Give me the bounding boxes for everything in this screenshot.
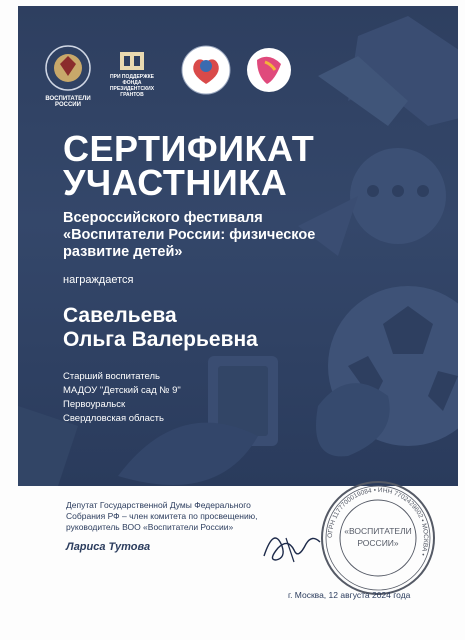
deputy-line-3: руководитель ВОО «Воспитатели России» <box>66 522 234 532</box>
official-stamp <box>318 478 438 598</box>
issue-date: г. Москва, 12 августа 2024 года <box>288 590 411 600</box>
signature-icon <box>256 518 326 568</box>
position-line-2: МАДОУ "Детский сад № 9" <box>63 385 181 396</box>
fund-logo-icon <box>118 50 146 72</box>
stamp-ring-text: ОГРН 1177700019084 • ИНН 7702429602 • МОСКВА • <box>326 486 430 557</box>
fund-line-4: ГРАНТОВ <box>120 92 144 98</box>
position-line-4: Свердловская область <box>63 413 164 424</box>
recipient-given-name: Ольга Валерьевна <box>63 328 258 351</box>
recipient-details <box>63 370 181 426</box>
logos-row <box>40 44 300 114</box>
fund-line-3: ПРЕЗИДЕНТСКИХ <box>109 86 155 92</box>
position-line-3: Первоуральск <box>63 399 126 410</box>
title-line-2: УЧАСТНИКА <box>63 162 288 203</box>
awarded-label: награждается <box>63 274 134 286</box>
deputy-line-2: Собрания РФ – член комитета по просвещению, <box>66 511 258 521</box>
position-line-1: Старший воспитатель <box>63 371 160 382</box>
emblem-caption: ВОСПИТАТЕЛИ РОССИИ <box>45 96 91 108</box>
fund-line-1: ПРИ ПОДДЕРЖКЕ <box>110 74 154 80</box>
fund-caption <box>104 74 160 98</box>
festival-line-1: Всероссийского фестиваля <box>63 210 263 226</box>
leaf-icon <box>118 423 258 485</box>
festival-name <box>63 210 383 261</box>
stamp-center-line-2: РОССИИ» <box>357 538 399 548</box>
title-line-1: СЕРТИФИКАТ <box>63 128 315 169</box>
certificate-title <box>63 128 315 203</box>
handshake-icon <box>318 16 458 126</box>
deputy-line-1: Депутат Государственной Думы Федерального <box>66 500 251 510</box>
palette-icon <box>316 383 390 456</box>
heart-globe-logo-icon <box>180 44 232 96</box>
stamp-center-line-1: «ВОСПИТАТЕЛИ <box>344 526 412 536</box>
festival-line-2: «Воспитатели России: физическое <box>63 227 316 243</box>
fund-line-2: ФОНДА <box>122 80 142 86</box>
ribbon-logo-icon <box>245 46 293 94</box>
recipient-name <box>63 304 258 352</box>
signer-name: Лариса Тутова <box>66 541 151 553</box>
recipient-surname: Савельева <box>63 304 177 327</box>
festival-line-3: развитие детей» <box>63 244 183 260</box>
